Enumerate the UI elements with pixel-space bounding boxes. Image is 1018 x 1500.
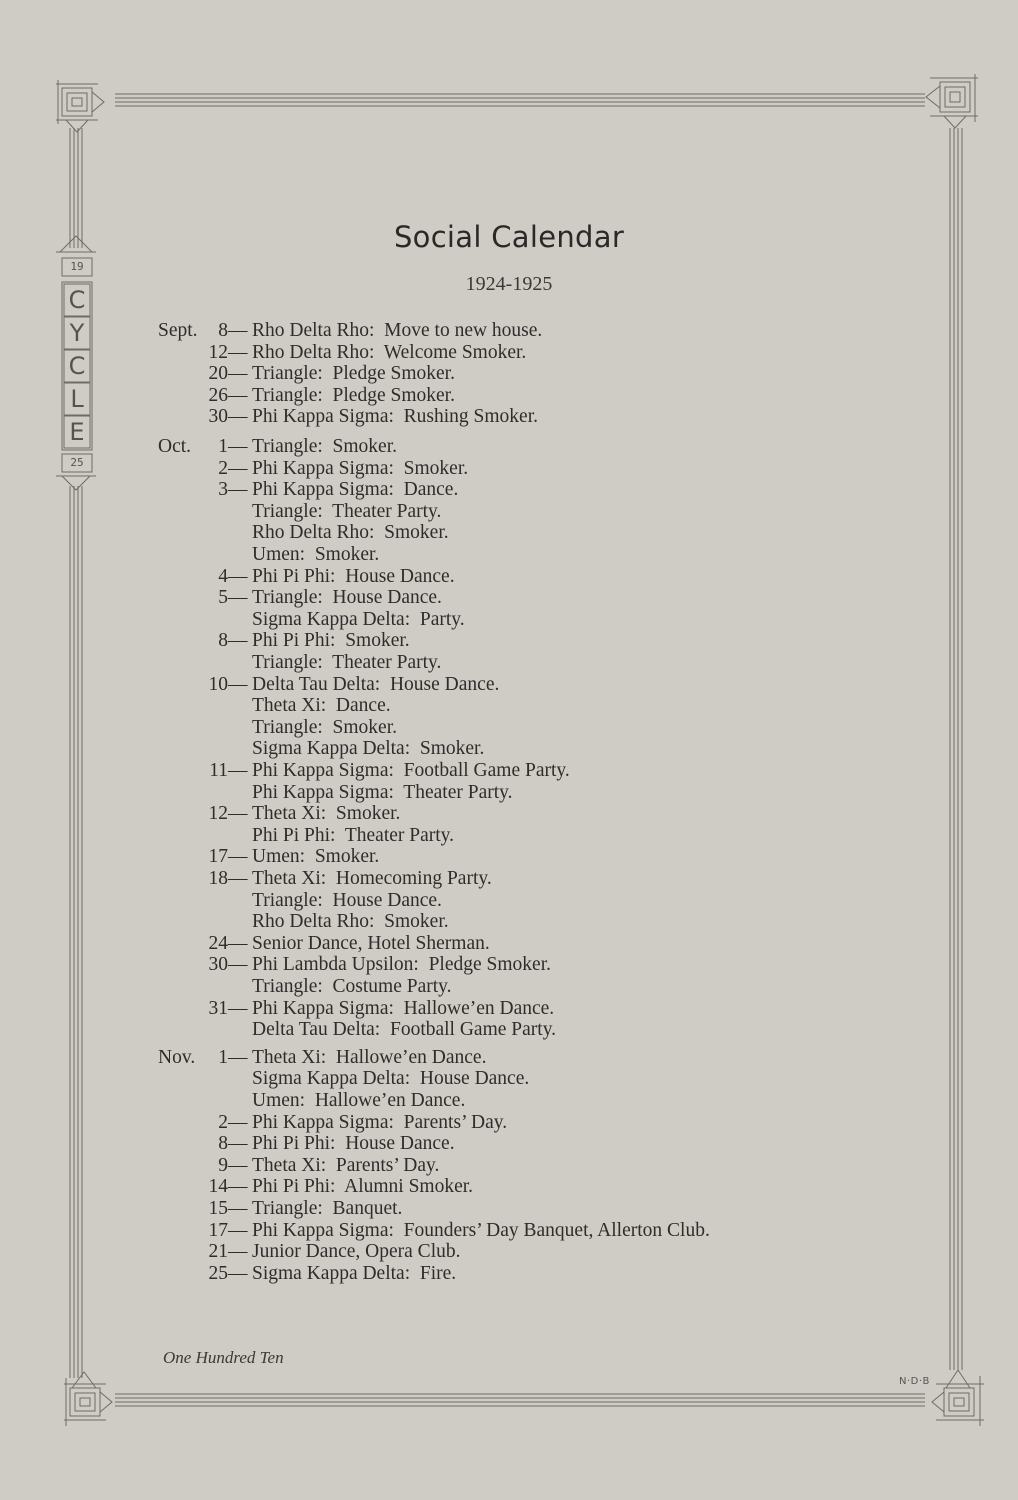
- entry-dash: —: [228, 760, 248, 781]
- entry-text: Triangle: Pledge Smoker.: [252, 363, 455, 384]
- entry-text: Phi Lambda Upsilon: Pledge Smoker.: [252, 954, 551, 975]
- entry-text: Phi Pi Phi: Smoker.: [252, 630, 410, 651]
- entry-text: Phi Pi Phi: House Dance.: [252, 1133, 455, 1154]
- calendar-entry: [0, 1047, 1018, 1069]
- entry-text: Sigma Kappa Delta: House Dance.: [252, 1068, 530, 1089]
- calendar-entry: [0, 544, 1018, 566]
- entry-dash: —: [228, 436, 248, 457]
- entry-text: Delta Tau Delta: Football Game Party.: [252, 1019, 557, 1040]
- entry-text: Triangle: Smoker.: [252, 717, 397, 738]
- calendar-entry: [0, 385, 1018, 407]
- calendar-entry: [0, 566, 1018, 588]
- entry-dash: —: [228, 674, 248, 695]
- entry-text: Triangle: Smoker.: [252, 436, 397, 457]
- side-emblem-letter: E: [69, 418, 85, 446]
- entry-text: Rho Delta Rho: Move to new house.: [252, 320, 543, 341]
- entry-text: Sigma Kappa Delta: Party.: [252, 609, 465, 630]
- entry-day: 12: [208, 342, 228, 363]
- calendar-entry: [0, 1263, 1018, 1285]
- entry-text: Triangle: Costume Party.: [252, 976, 452, 997]
- side-emblem-letter: C: [68, 352, 86, 380]
- calendar-entry: [0, 911, 1018, 933]
- calendar-entry: [0, 1176, 1018, 1198]
- entry-text: Umen: Hallowe’en Dance.: [252, 1090, 466, 1111]
- calendar-entry: [0, 1112, 1018, 1134]
- calendar-entry: [0, 609, 1018, 631]
- entry-text: Triangle: Theater Party.: [252, 501, 442, 522]
- page-number: One Hundred Ten: [163, 1348, 284, 1367]
- entry-dash: —: [228, 1241, 248, 1262]
- calendar-entry: [0, 717, 1018, 739]
- entry-text: Rho Delta Rho: Smoker.: [252, 522, 449, 543]
- entry-text: Rho Delta Rho: Smoker.: [252, 911, 449, 932]
- artist-signature: N·D·B: [899, 1376, 930, 1387]
- entry-day: 2: [218, 458, 228, 479]
- calendar-entry: [0, 1241, 1018, 1263]
- entry-text: Phi Pi Phi: Theater Party.: [252, 825, 455, 846]
- entry-text: Rho Delta Rho: Welcome Smoker.: [252, 342, 527, 363]
- side-emblem-bottom-text: 25: [70, 456, 84, 469]
- calendar-entry: [0, 674, 1018, 696]
- entry-text: Umen: Smoker.: [252, 544, 380, 565]
- calendar-entry: [0, 954, 1018, 976]
- entry-day: 24: [208, 933, 228, 954]
- entry-day: 14: [208, 1176, 228, 1197]
- entry-text: Triangle: Theater Party.: [252, 652, 442, 673]
- calendar-entry: [0, 868, 1018, 890]
- entry-dash: —: [228, 587, 248, 608]
- entry-text: Phi Pi Phi: House Dance.: [252, 566, 455, 587]
- entry-day: 25: [208, 1263, 228, 1284]
- entry-day: 9: [218, 1155, 228, 1176]
- entry-dash: —: [228, 320, 248, 341]
- calendar-entry: [0, 1220, 1018, 1242]
- calendar-entry: [0, 976, 1018, 998]
- entry-text: Phi Kappa Sigma: Smoker.: [252, 458, 469, 479]
- entry-text: Phi Kappa Sigma: Theater Party.: [252, 782, 513, 803]
- calendar-entry: [0, 458, 1018, 480]
- entry-dash: —: [228, 406, 248, 427]
- month-label: Oct.: [158, 436, 192, 457]
- entry-dash: —: [228, 1047, 248, 1068]
- entry-text: Junior Dance, Opera Club.: [252, 1241, 461, 1262]
- entry-dash: —: [228, 846, 248, 867]
- entry-text: Phi Kappa Sigma: Hallowe’en Dance.: [252, 998, 555, 1019]
- entry-dash: —: [228, 1198, 248, 1219]
- entry-text: Sigma Kappa Delta: Smoker.: [252, 738, 485, 759]
- entry-dash: —: [228, 1263, 248, 1284]
- calendar-entry: [0, 522, 1018, 544]
- calendar-entry: [0, 803, 1018, 825]
- month-label: Nov.: [158, 1047, 196, 1068]
- entry-text: Phi Kappa Sigma: Football Game Party.: [252, 760, 570, 781]
- entry-day: 31: [208, 998, 228, 1019]
- calendar-entry: [0, 890, 1018, 912]
- entry-day: 17: [208, 1220, 228, 1241]
- entry-day: 20: [208, 363, 228, 384]
- calendar-entry: [0, 825, 1018, 847]
- entry-text: Umen: Smoker.: [252, 846, 380, 867]
- calendar-entry: [0, 342, 1018, 364]
- calendar-entry: [0, 1019, 1018, 1041]
- entry-text: Theta Xi: Hallowe’en Dance.: [252, 1047, 487, 1068]
- entry-day: 30: [208, 954, 228, 975]
- entry-text: Theta Xi: Smoker.: [252, 803, 401, 824]
- calendar-entry: [0, 695, 1018, 717]
- entry-dash: —: [228, 363, 248, 384]
- side-emblem-letter: L: [70, 385, 84, 413]
- entry-day: 18: [208, 868, 228, 889]
- entry-day: 21: [208, 1241, 228, 1262]
- calendar-entry: [0, 406, 1018, 428]
- calendar-entry: [0, 1198, 1018, 1220]
- entry-dash: —: [228, 458, 248, 479]
- entry-day: 4: [218, 566, 228, 587]
- entry-dash: —: [228, 868, 248, 889]
- entry-text: Triangle: House Dance.: [252, 890, 442, 911]
- entry-text: Phi Kappa Sigma: Parents’ Day.: [252, 1112, 508, 1133]
- entry-text: Sigma Kappa Delta: Fire.: [252, 1263, 457, 1284]
- entry-day: 10: [208, 674, 228, 695]
- entry-day: 8: [218, 1133, 228, 1154]
- month-label: Sept.: [158, 320, 198, 341]
- year-range: 1924-1925: [465, 273, 553, 295]
- entry-text: Phi Kappa Sigma: Dance.: [252, 479, 459, 500]
- entry-day: 1: [218, 1047, 228, 1068]
- entry-day: 5: [218, 587, 228, 608]
- calendar-entry: [0, 363, 1018, 385]
- entry-dash: —: [228, 385, 248, 406]
- entry-dash: —: [228, 566, 248, 587]
- calendar-entry: [0, 587, 1018, 609]
- entry-dash: —: [228, 1112, 248, 1133]
- calendar-entry: [0, 846, 1018, 868]
- calendar-entry: [0, 1133, 1018, 1155]
- side-emblem-letter: Y: [69, 319, 85, 347]
- calendar-entry: [0, 436, 1018, 458]
- entry-dash: —: [228, 1220, 248, 1241]
- entry-day: 1: [218, 436, 228, 457]
- entry-day: 8: [218, 320, 228, 341]
- calendar-entry: [0, 933, 1018, 955]
- calendar-entry: [0, 760, 1018, 782]
- calendar-entry: [0, 501, 1018, 523]
- calendar-entry: [0, 738, 1018, 760]
- entry-dash: —: [228, 954, 248, 975]
- entry-text: Senior Dance, Hotel Sherman.: [252, 933, 490, 954]
- side-emblem-letter: C: [68, 286, 86, 314]
- entry-text: Theta Xi: Homecoming Party.: [252, 868, 492, 889]
- entry-day: 11: [209, 760, 228, 781]
- entry-dash: —: [228, 803, 248, 824]
- calendar-entry: [0, 479, 1018, 501]
- calendar-entry: [0, 320, 1018, 342]
- calendar-entry: [0, 782, 1018, 804]
- entry-dash: —: [228, 1155, 248, 1176]
- calendar-entry: [0, 630, 1018, 652]
- entry-text: Phi Kappa Sigma: Founders’ Day Banquet, Allerton Club.: [252, 1220, 710, 1241]
- side-emblem-top-text: 19: [70, 260, 84, 273]
- calendar-entry: [0, 1068, 1018, 1090]
- entry-text: Triangle: Banquet.: [252, 1198, 403, 1219]
- entry-dash: —: [228, 342, 248, 363]
- entry-day: 26: [208, 385, 228, 406]
- entry-text: Theta Xi: Dance.: [252, 695, 391, 716]
- entry-dash: —: [228, 1133, 248, 1154]
- entry-day: 12: [208, 803, 228, 824]
- entry-dash: —: [228, 998, 248, 1019]
- entry-day: 30: [208, 406, 228, 427]
- entry-text: Delta Tau Delta: House Dance.: [252, 674, 500, 695]
- page-title: Social Calendar: [393, 220, 625, 254]
- entry-dash: —: [228, 1176, 248, 1197]
- entry-day: 8: [218, 630, 228, 651]
- entry-day: 2: [218, 1112, 228, 1133]
- entry-day: 3: [218, 479, 228, 500]
- entry-dash: —: [228, 479, 248, 500]
- entry-day: 15: [208, 1198, 228, 1219]
- entry-dash: —: [228, 933, 248, 954]
- entry-text: Phi Pi Phi: Alumni Smoker.: [252, 1176, 474, 1197]
- calendar-entry: [0, 1090, 1018, 1112]
- calendar-entry: [0, 652, 1018, 674]
- calendar-entry: [0, 1155, 1018, 1177]
- entry-text: Triangle: House Dance.: [252, 587, 442, 608]
- entry-text: Phi Kappa Sigma: Rushing Smoker.: [252, 406, 539, 427]
- entry-day: 17: [208, 846, 228, 867]
- entry-text: Triangle: Pledge Smoker.: [252, 385, 455, 406]
- calendar-entry: [0, 998, 1018, 1020]
- entry-dash: —: [228, 630, 248, 651]
- entry-text: Theta Xi: Parents’ Day.: [252, 1155, 440, 1176]
